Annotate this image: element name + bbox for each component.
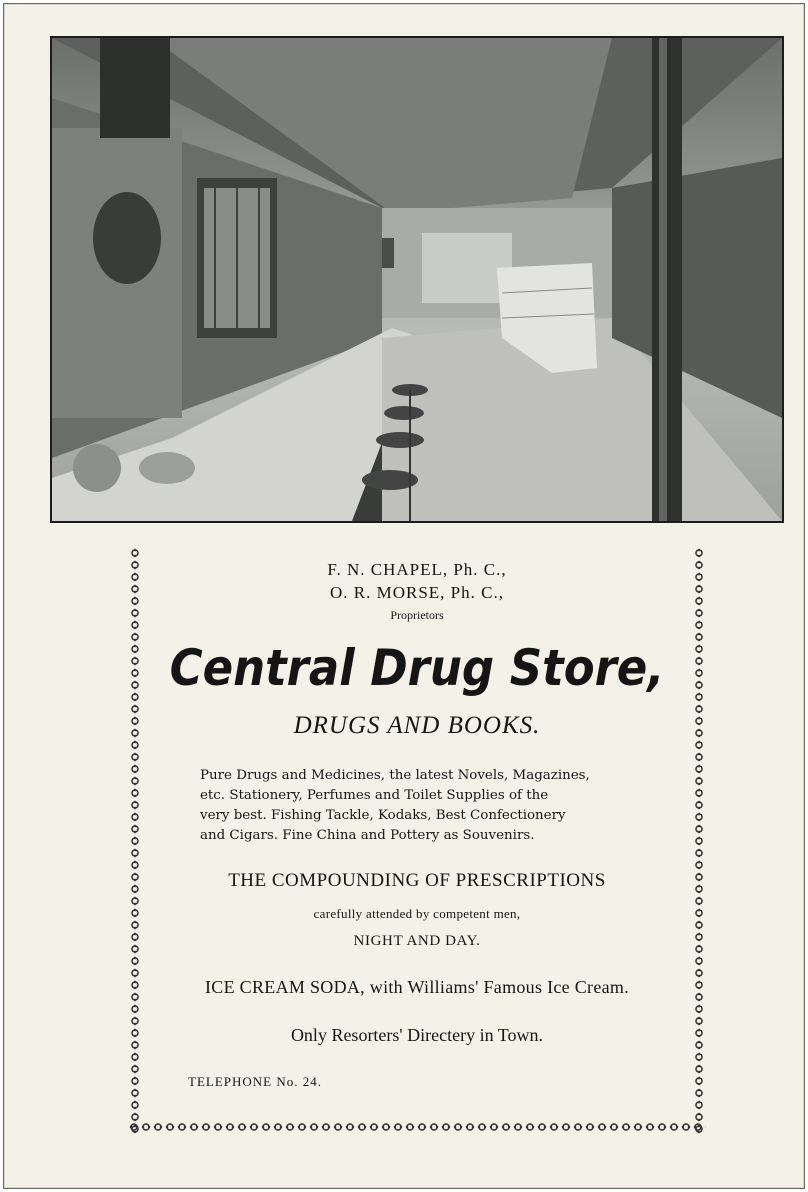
- page: [3, 3, 805, 1189]
- proprietor-1: F. N. CHAPEL, Ph. C.,: [327, 560, 507, 579]
- proprietors-label: Proprietors: [390, 608, 444, 622]
- description: [200, 766, 640, 846]
- telephone: TELEPHONE No. 24.: [188, 1074, 322, 1089]
- directory-line: Only Resorters' Directery in Town.: [290, 1025, 544, 1045]
- tagline: DRUGS AND BOOKS.: [293, 712, 541, 739]
- store-interior-photo: [50, 36, 784, 523]
- night-and-day: NIGHT AND DAY.: [353, 933, 481, 949]
- description-line: and Cigars. Fine China and Pottery as Souvenirs.: [200, 828, 535, 843]
- advertisement: [128, 547, 706, 1134]
- store-name: Central Drug Store,: [169, 639, 665, 697]
- ornamental-border-bottom: [128, 1120, 706, 1134]
- ice-cream-soda-line: ICE CREAM SODA, with Williams' Famous Ice Cream.: [204, 977, 630, 997]
- description-line: very best. Fishing Tackle, Kodaks, Best Confectionery: [200, 808, 566, 823]
- proprietor-2: O. R. MORSE, Ph. C.,: [330, 583, 504, 602]
- compounding-heading: THE COMPOUNDING OF PRESCRIPTIONS: [228, 870, 606, 891]
- description-line: Pure Drugs and Medicines, the latest Novels, Magazines,: [200, 768, 590, 783]
- carefully-line: carefully attended by competent men,: [313, 906, 521, 921]
- store-interior-illustration: [52, 38, 782, 521]
- description-line: etc. Stationery, Perfumes and Toilet Supplies of the: [200, 788, 549, 803]
